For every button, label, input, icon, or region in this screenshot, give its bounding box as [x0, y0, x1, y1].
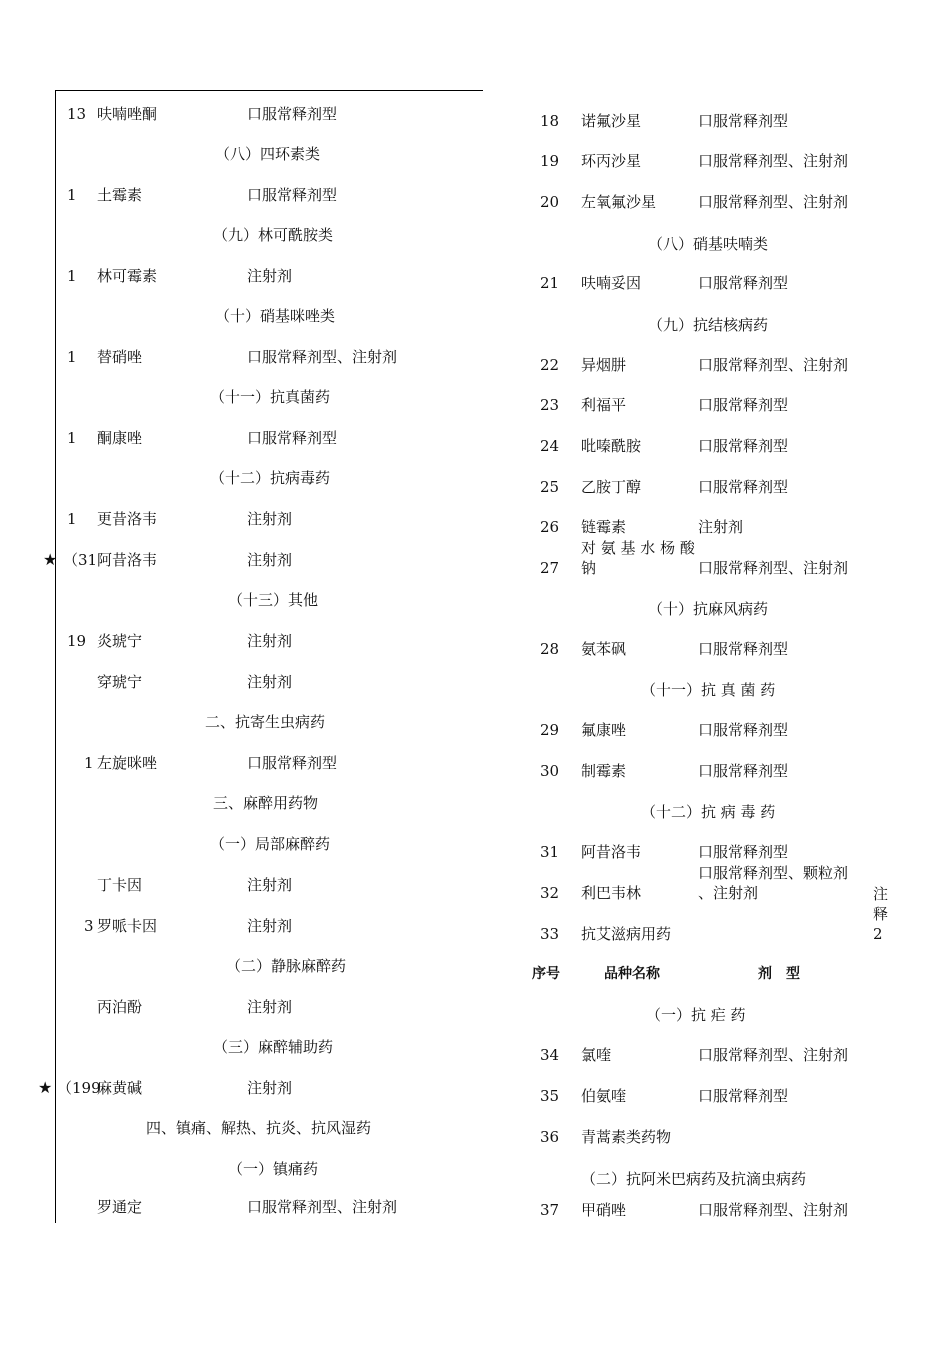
- dosage-form: 口服常释剂型: [247, 105, 338, 123]
- row-num: 32: [540, 884, 560, 902]
- drug-name: 青蒿素类药物: [581, 1128, 672, 1146]
- drug-name: 麻黄碱: [97, 1079, 143, 1097]
- row-num: 25: [540, 478, 560, 496]
- dosage-form: 口服常释剂型: [247, 429, 338, 447]
- row-num: 3: [84, 917, 94, 935]
- row-num: 34: [540, 1046, 560, 1064]
- drug-name: 罗通定: [97, 1198, 143, 1216]
- drug-name: 呋喃妥因: [581, 274, 642, 292]
- section-heading: （八）硝基呋喃类: [648, 235, 769, 253]
- dosage-form: 口服常释剂型: [698, 478, 789, 496]
- dosage-form: 注射剂: [247, 917, 293, 935]
- row-num: （31: [63, 551, 98, 569]
- row-num: 22: [540, 356, 560, 374]
- row-num: 30: [540, 762, 560, 780]
- section-heading: 四、镇痛、解热、抗炎、抗风湿药: [146, 1119, 372, 1137]
- dosage-form: 口服常释剂型: [698, 437, 789, 455]
- dosage-form: 注射剂: [247, 632, 293, 650]
- dosage-form: 口服常释剂型: [247, 754, 338, 772]
- row-num: 13: [67, 105, 87, 123]
- row-num: 21: [540, 274, 560, 292]
- dosage-form: 口服常释剂型、注射剂: [698, 1201, 849, 1219]
- row-num: 27: [540, 559, 560, 577]
- row-num: 19: [67, 632, 87, 650]
- dosage-form: 口服常释剂型: [698, 112, 789, 130]
- note-char: 注: [873, 885, 889, 903]
- section-heading: （三）麻醉辅助药: [213, 1038, 334, 1056]
- dosage-form: 注射剂: [247, 551, 293, 569]
- row-num: 29: [540, 721, 560, 739]
- row-num: 1: [67, 348, 77, 366]
- row-num: 26: [540, 518, 560, 536]
- left-margin-rule: [55, 90, 56, 1223]
- row-num: （199: [57, 1079, 101, 1097]
- drug-name: 利福平: [581, 396, 627, 414]
- drug-name: 乙胺丁醇: [581, 478, 642, 496]
- drug-name: 阿昔洛韦: [581, 843, 642, 861]
- drug-name: 炎琥宁: [97, 632, 143, 650]
- row-num: 20: [540, 193, 560, 211]
- section-heading: （九）林可酰胺类: [213, 226, 334, 244]
- drug-name: 酮康唑: [97, 429, 143, 447]
- row-num: 1: [67, 267, 77, 285]
- section-heading: （十二）抗病毒药: [210, 469, 331, 487]
- drug-name: 环丙沙星: [581, 152, 642, 170]
- dosage-form: 口服常释剂型: [698, 274, 789, 292]
- row-num: 1: [67, 186, 77, 204]
- drug-name: 氯喹: [581, 1046, 612, 1064]
- section-heading: （九）抗结核病药: [648, 316, 769, 334]
- dosage-form: 口服常释剂型: [698, 640, 789, 658]
- drug-name: 制霉素: [581, 762, 627, 780]
- drug-name: 吡嗪酰胺: [581, 437, 642, 455]
- dosage-form: 注射剂: [247, 510, 293, 528]
- dosage-form: 口服常释剂型: [698, 721, 789, 739]
- dosage-form: 口服常释剂型、注射剂: [698, 193, 849, 211]
- row-num: 31: [540, 843, 560, 861]
- dosage-form: 注射剂: [698, 518, 744, 536]
- dosage-form: 口服常释剂型、注射剂: [698, 1046, 849, 1064]
- section-heading: （二）抗阿米巴病药及抗滴虫病药: [581, 1170, 807, 1188]
- drug-name: 穿琥宁: [97, 673, 143, 691]
- section-heading: （十三）其他: [228, 591, 319, 609]
- drug-name: 呋喃唑酮: [97, 105, 158, 123]
- drug-name: 利巴韦林: [581, 884, 642, 902]
- row-num: 1: [67, 510, 77, 528]
- drug-name: 异烟肼: [581, 356, 627, 374]
- section-heading: （二）静脉麻醉药: [226, 957, 347, 975]
- drug-name: 氟康唑: [581, 721, 627, 739]
- header-form: 剂 型: [758, 966, 800, 982]
- dosage-form-line1: 口服常释剂型、颗粒剂: [698, 864, 849, 882]
- star-icon: ★: [38, 1078, 53, 1097]
- row-num: 23: [540, 396, 560, 414]
- note-char: 2: [873, 925, 883, 943]
- dosage-form: 口服常释剂型、注射剂: [698, 356, 849, 374]
- dosage-form: 口服常释剂型、注射剂: [698, 559, 849, 577]
- section-heading: （十）硝基咪唑类: [215, 307, 336, 325]
- row-num: 1: [84, 754, 94, 772]
- row-num: 37: [540, 1201, 560, 1219]
- drug-name: 氨苯砜: [581, 640, 627, 658]
- drug-name: 更昔洛韦: [97, 510, 158, 528]
- section-heading: 三、麻醉用药物: [213, 794, 319, 812]
- section-heading: （一）抗 疟 药: [646, 1006, 746, 1024]
- row-num: 1: [67, 429, 77, 447]
- row-num: 35: [540, 1087, 560, 1105]
- row-num: 28: [540, 640, 560, 658]
- dosage-form: 注射剂: [247, 998, 293, 1016]
- section-heading: （十一）抗真菌药: [210, 388, 331, 406]
- drug-name: 甲硝唑: [581, 1201, 627, 1219]
- drug-name: 土霉素: [97, 186, 143, 204]
- star-icon: ★: [43, 550, 58, 569]
- drug-name: 丁卡因: [97, 876, 143, 894]
- dosage-form: 口服常释剂型: [698, 396, 789, 414]
- drug-name: 丙泊酚: [97, 998, 143, 1016]
- section-heading: 二、抗寄生虫病药: [205, 713, 326, 731]
- note-char: 释: [873, 905, 889, 923]
- dosage-form: 注射剂: [247, 1079, 293, 1097]
- drug-name: 左氧氟沙星: [581, 193, 657, 211]
- drug-name: 诺氟沙星: [581, 112, 642, 130]
- drug-name: 链霉素: [581, 518, 627, 536]
- dosage-form: 口服常释剂型: [698, 762, 789, 780]
- dosage-form: 口服常释剂型: [698, 1087, 789, 1105]
- dosage-form: 口服常释剂型、注射剂: [698, 152, 849, 170]
- drug-name-line2: 钠: [581, 559, 597, 577]
- dosage-form: 口服常释剂型、注射剂: [247, 348, 398, 366]
- row-num: 33: [540, 925, 560, 943]
- section-heading: （十）抗麻风病药: [648, 600, 769, 618]
- drug-name: 林可霉素: [97, 267, 158, 285]
- drug-name: 抗艾滋病用药: [581, 925, 672, 943]
- dosage-form-line2: 、注射剂: [698, 884, 759, 902]
- dosage-form: 口服常释剂型: [698, 843, 789, 861]
- section-heading: （十二）抗 病 毒 药: [641, 803, 776, 821]
- row-num: 24: [540, 437, 560, 455]
- section-heading: （十一）抗 真 菌 药: [641, 681, 776, 699]
- section-heading: （一）局部麻醉药: [210, 835, 331, 853]
- dosage-form: 口服常释剂型: [247, 186, 338, 204]
- drug-name: 罗哌卡因: [97, 917, 158, 935]
- drug-name: 伯氨喹: [581, 1087, 627, 1105]
- row-num: 18: [540, 112, 560, 130]
- section-heading: （一）镇痛药: [228, 1160, 319, 1178]
- row-num: 36: [540, 1128, 560, 1146]
- dosage-form: 注射剂: [247, 673, 293, 691]
- drug-name: 左旋咪唑: [97, 754, 158, 772]
- row-num: 19: [540, 152, 560, 170]
- dosage-form: 注射剂: [247, 267, 293, 285]
- drug-name-line1: 对 氨 基 水 杨 酸: [581, 539, 695, 557]
- dosage-form: 口服常释剂型、注射剂: [247, 1198, 398, 1216]
- dosage-form: 注射剂: [247, 876, 293, 894]
- section-heading: （八）四环素类: [215, 145, 321, 163]
- drug-name: 阿昔洛韦: [97, 551, 158, 569]
- drug-name: 替硝唑: [97, 348, 143, 366]
- header-num: 序号: [532, 966, 560, 982]
- top-rule: [55, 90, 483, 91]
- header-name: 品种名称: [604, 966, 660, 982]
